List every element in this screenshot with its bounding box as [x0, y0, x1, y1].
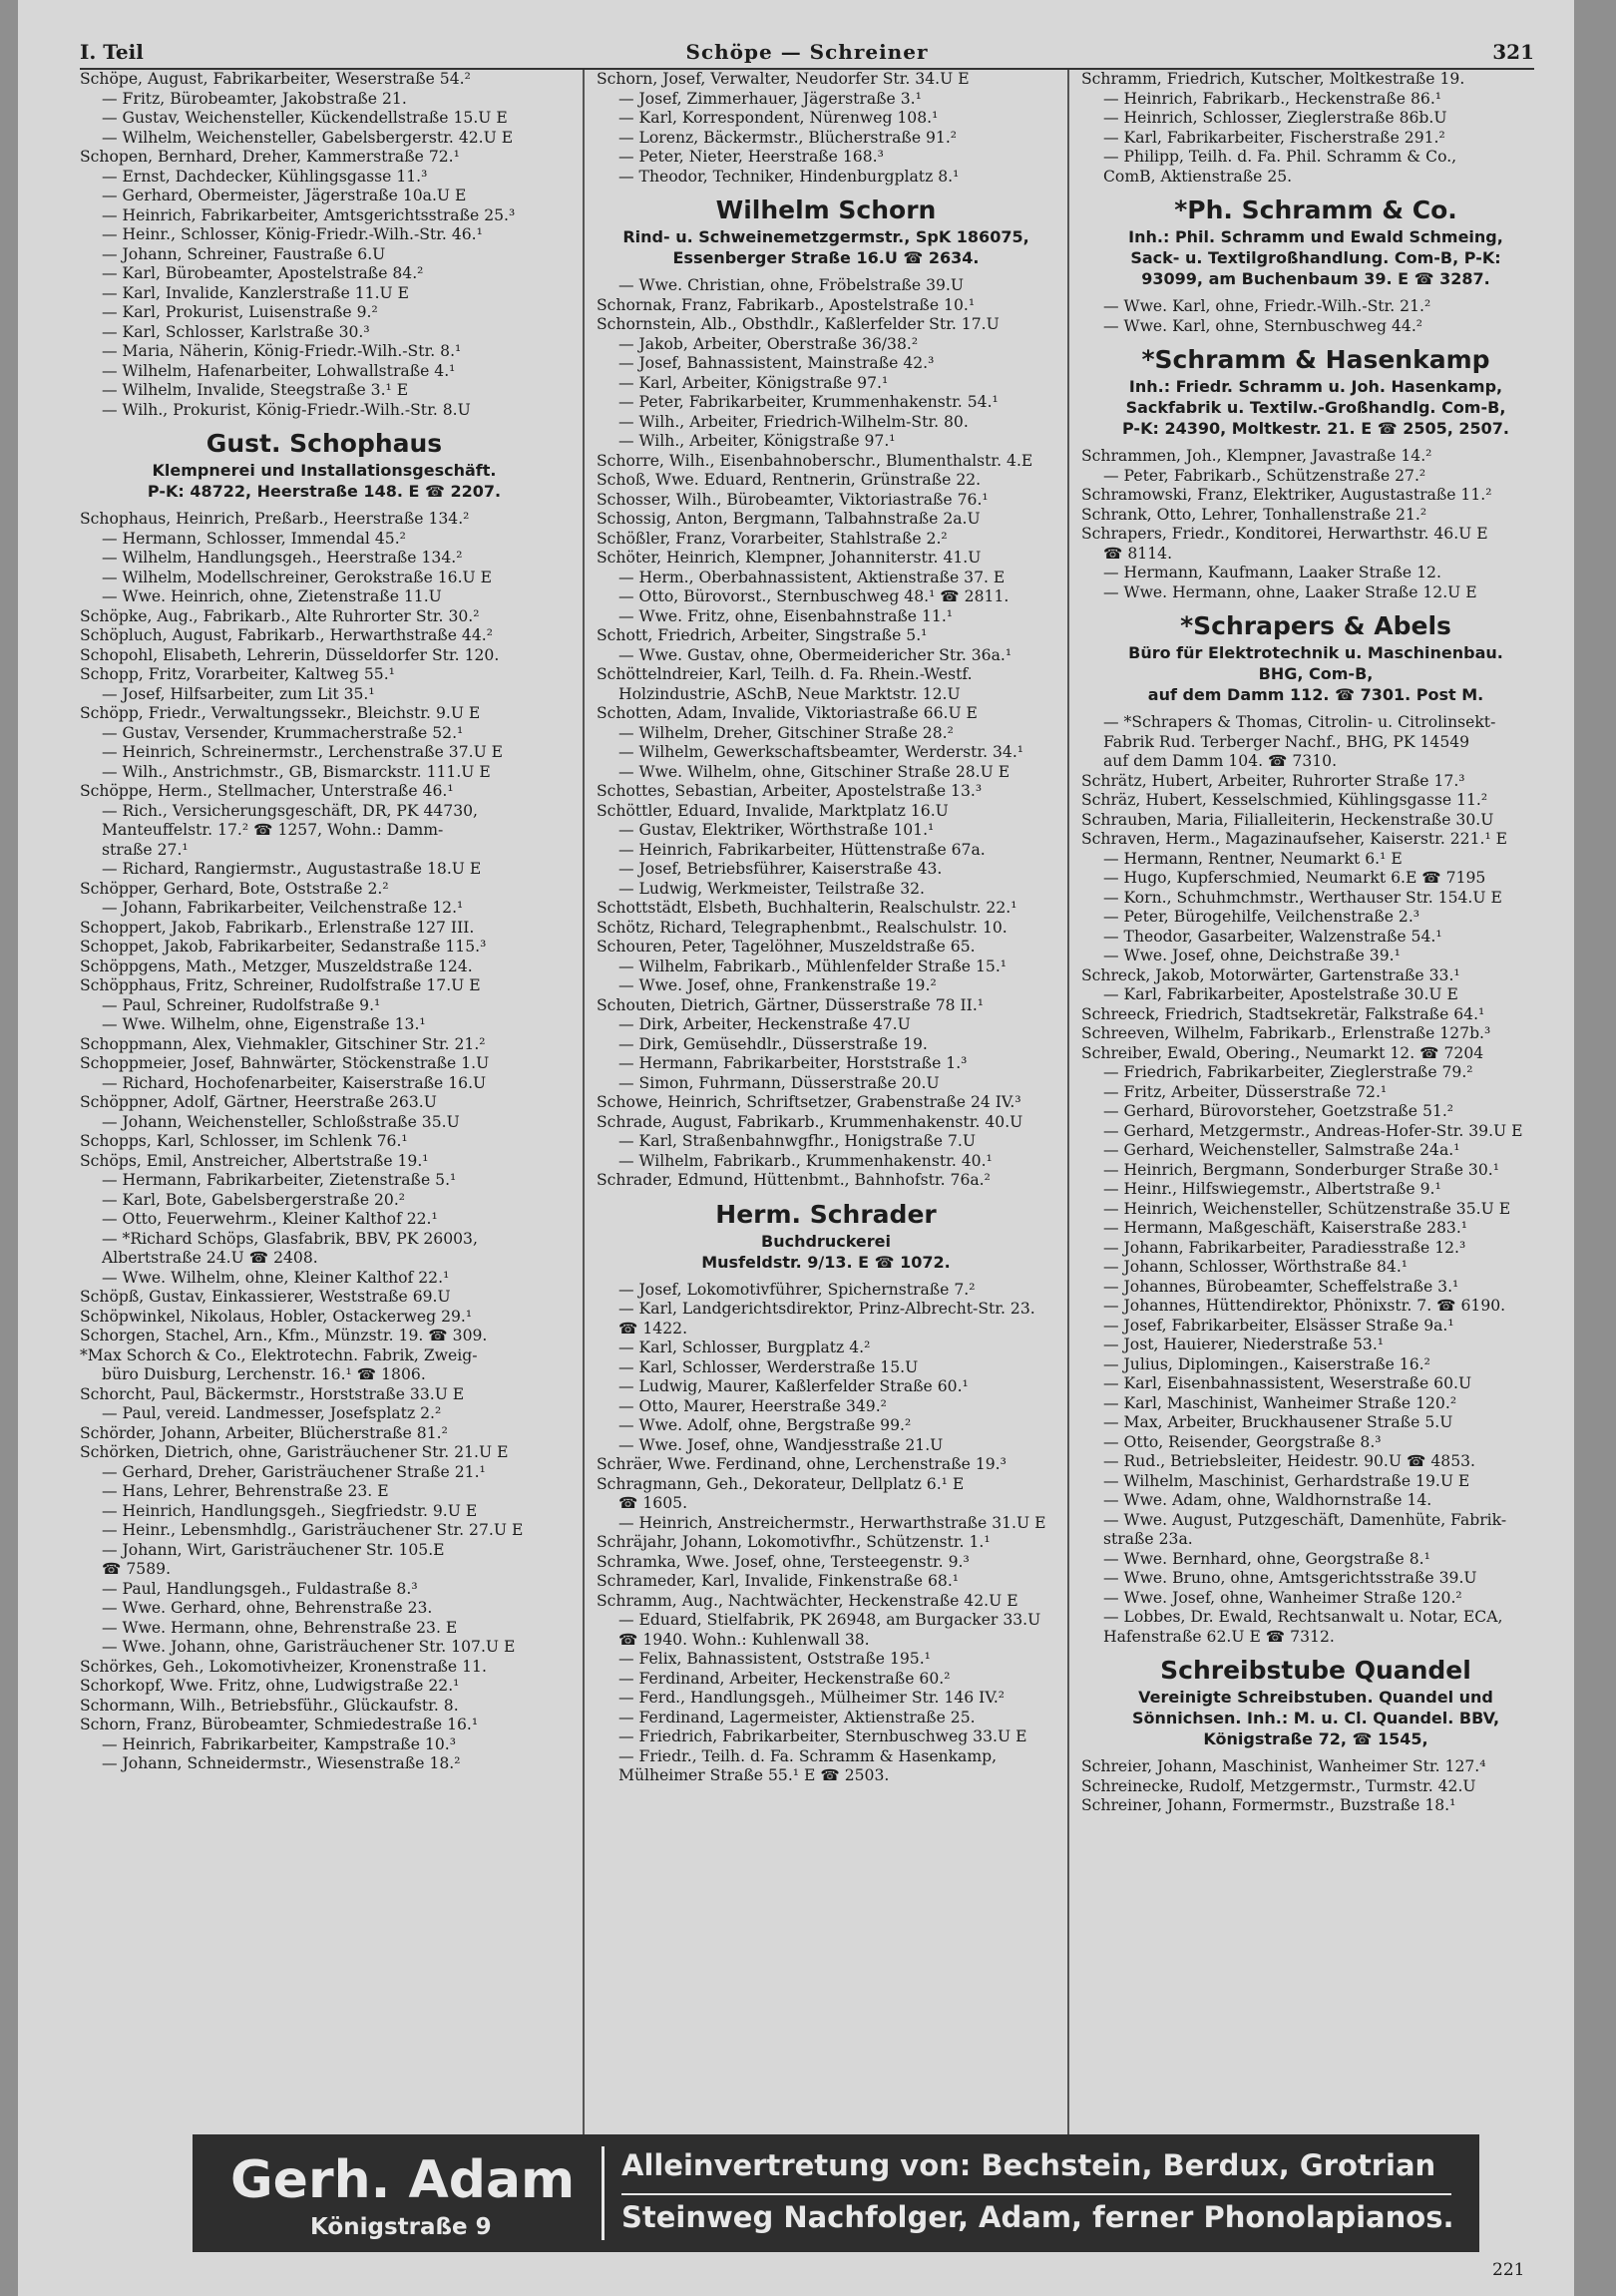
directory-entry: Schramka, Wwe. Josef, ohne, Tersteegenstr. 9.³	[597, 1552, 970, 1571]
directory-entry: Schrapers, Friedr., Konditorei, Herwarthstr. 46.U E	[1081, 525, 1488, 543]
directory-entry: Schreier, Johann, Maschinist, Wanheimer Str. 127.⁴	[1081, 1757, 1486, 1775]
directory-entry: Schorkopf, Wwe. Fritz, ohne, Ludwigstraße 22.¹	[80, 1677, 460, 1695]
directory-entry: — Heinrich, Fabrikarbeiter, Amtsgerichtsstraße 25.³	[102, 205, 516, 224]
banner-line-2: Steinweg Nachfolger, Adam, ferner Phonolapianos.	[621, 2200, 1454, 2234]
directory-entry: — Gerhard, Weichensteller, Salmstraße 24a.¹	[1103, 1141, 1460, 1159]
directory-entry: — Friedrich, Fabrikarbeiter, Sternbuschweg 33.U E	[618, 1727, 1027, 1745]
directory-entry: — Heinrich, Weichensteller, Schützenstraße 35.U E	[1103, 1199, 1511, 1218]
directory-page	[18, 0, 1574, 2296]
directory-entry: ☎ 8114.	[1103, 544, 1173, 563]
ad-line: Klempnerei und Installationsgeschäft.	[152, 461, 497, 480]
directory-entry: Schoß, Wwe. Eduard, Rentnerin, Grünstraße 22.	[597, 471, 982, 489]
directory-entry: — Josef, Hilfsarbeiter, zum Lit 35.¹	[102, 684, 375, 703]
ad-title: *Schrapers & Abels	[1180, 611, 1451, 640]
ad-title: Herm. Schrader	[715, 1199, 937, 1229]
ad-line: Vereinigte Schreibstuben. Quandel und	[1138, 1688, 1493, 1707]
directory-entry: — Korn., Schuhmchmstr., Werthauser Str. 154.U E	[1103, 888, 1502, 907]
directory-entry: — Heinrich, Fabrikarbeiter, Hüttenstraße 67a.	[618, 840, 986, 859]
directory-entry: — Karl, Fabrikarbeiter, Fischerstraße 291.²	[1103, 128, 1445, 147]
page-number: 321	[1492, 40, 1534, 64]
directory-entry: Albertstraße 24.U ☎ 2408.	[102, 1249, 318, 1267]
directory-entry: — Herm., Oberbahnassistent, Aktienstraße 37. E	[618, 568, 1006, 586]
directory-entry: — Johann, Schlosser, Wörthstraße 84.¹	[1103, 1258, 1409, 1276]
directory-entry: — Ferd., Handlungsgeh., Mülheimer Str. 146 IV.²	[618, 1689, 1006, 1707]
directory-entry: — Fritz, Arbeiter, Düsserstraße 72.¹	[1103, 1082, 1388, 1101]
banner-rule	[621, 2193, 1451, 2195]
directory-entry: Schöttelndreier, Karl, Teilh. d. Fa. Rhein.-Westf.	[597, 665, 973, 683]
directory-entry: — Gerhard, Bürovorsteher, Goetzstraße 51.²	[1103, 1102, 1454, 1120]
directory-entry: — Eduard, Stielfabrik, PK 26948, am Burgacker 33.U	[618, 1611, 1041, 1629]
directory-entry: — Wwe. Adolf, ohne, Bergstraße 99.²	[618, 1416, 912, 1434]
directory-entry: Schossig, Anton, Bergmann, Talbahnstraße 2a.U	[597, 510, 981, 528]
column-2	[597, 70, 1055, 2149]
display-ad	[80, 428, 569, 502]
directory-entry: — Wwe. Wilhelm, ohne, Eigenstraße 13.¹	[102, 1015, 426, 1033]
directory-entry: — Gustav, Versender, Krummacherstraße 52.¹	[102, 723, 464, 742]
directory-entry: — Karl, Bote, Gabelsbergerstraße 20.²	[102, 1190, 406, 1209]
column-1	[80, 70, 569, 2149]
directory-entry: — Rich., Versicherungsgeschäft, DR, PK 44730,	[102, 801, 479, 820]
ad-title: Gust. Schophaus	[205, 429, 443, 458]
directory-entry: — Josef, Lokomotivführer, Spichernstraße 7.²	[618, 1280, 976, 1299]
directory-entry: — Paul, Handlungsgeh., Fuldastraße 8.³	[102, 1579, 418, 1598]
header-range: Schöpe — Schreiner	[685, 40, 929, 64]
directory-entry: — Johann, Fabrikarbeiter, Veilchenstraße 12.¹	[102, 899, 464, 917]
directory-entry: — Karl, Fabrikarbeiter, Apostelstraße 30.U E	[1103, 985, 1458, 1003]
directory-entry: Schreeck, Friedrich, Stadtsekretär, Falkstraße 64.¹	[1081, 1004, 1485, 1023]
directory-entry: Schräjahr, Johann, Lokomotivfhr., Schützenstr. 1.¹	[597, 1533, 991, 1551]
column-divider	[583, 70, 585, 2144]
directory-entry: — Max, Arbeiter, Bruckhausener Straße 5.U	[1103, 1413, 1453, 1431]
directory-entry: Schopp, Fritz, Vorarbeiter, Kaltweg 55.¹	[80, 665, 395, 683]
directory-entry: Fabrik Rud. Terberger Nachf., BHG, PK 14549	[1103, 732, 1470, 751]
directory-entry: — Karl, Maschinist, Wanheimer Straße 120.²	[1103, 1393, 1457, 1412]
directory-entry: — Ludwig, Maurer, Kaßlerfelder Straße 60.¹	[618, 1377, 969, 1395]
directory-entry: Schöpwinkel, Nikolaus, Hobler, Ostackerweg 29.¹	[80, 1307, 473, 1326]
directory-entry: Schrauben, Maria, Filialleiterin, Heckenstraße 30.U	[1081, 810, 1494, 829]
directory-entry: — Johann, Weichensteller, Schloßstraße 35.U	[102, 1112, 460, 1131]
directory-entry: — Ludwig, Werkmeister, Teilstraße 32.	[618, 879, 926, 898]
directory-entry: — Heinrich, Anstreichermstr., Herwarthstraße 31.U E	[618, 1513, 1046, 1532]
directory-entry: — Gustav, Elektriker, Wörthstraße 101.¹	[618, 821, 935, 839]
directory-entry: Schramowski, Franz, Elektriker, Augustastraße 11.²	[1081, 486, 1492, 504]
directory-entry: — Karl, Invalide, Kanzlerstraße 11.U E	[102, 283, 410, 302]
directory-entry: Schreck, Jakob, Motorwärter, Gartenstraße 33.¹	[1081, 965, 1460, 984]
directory-entry: — Wilhelm, Maschinist, Gerhardstraße 19.U E	[1103, 1471, 1470, 1490]
ad-line: Buchdruckerei	[761, 1231, 891, 1251]
directory-entry: Schöttler, Eduard, Invalide, Marktplatz 16.U	[597, 801, 949, 820]
directory-entry: — Heinrich, Fabrikarbeiter, Kampstraße 10.³	[102, 1734, 456, 1753]
directory-entry: — Wilhelm, Gewerkschaftsbeamter, Werderstr. 34.¹	[618, 743, 1024, 761]
directory-entry: Schrätz, Hubert, Arbeiter, Ruhrorter Straße 17.³	[1081, 771, 1465, 790]
directory-entry: Schräer, Wwe. Ferdinand, ohne, Lerchenstraße 19.³	[597, 1455, 1007, 1473]
directory-entry: — Hermann, Rentner, Neumarkt 6.¹ E	[1103, 849, 1403, 868]
directory-entry: — Wwe. Gustav, ohne, Obermeidericher Str. 36a.¹	[618, 645, 1012, 664]
directory-entry: Schramm, Aug., Nachtwächter, Heckenstraße 42.U E	[597, 1591, 1018, 1610]
directory-entry: Schrameder, Karl, Invalide, Finkenstraße 68.¹	[597, 1572, 960, 1590]
directory-entry: — Heinr., Hilfswiegemstr., Albertstraße 9.¹	[1103, 1180, 1441, 1198]
directory-entry: Schöpluch, August, Fabrikarb., Herwarthstraße 44.²	[80, 626, 493, 644]
directory-entry: straße 23a.	[1103, 1530, 1193, 1548]
directory-entry: ☎ 1940. Wohn.: Kuhlenwall 38.	[618, 1630, 870, 1649]
directory-entry: — Lobbes, Dr. Ewald, Rechtsanwalt u. Notar, ECA,	[1103, 1608, 1503, 1626]
directory-entry: — Wwe. Gerhard, ohne, Behrenstraße 23.	[102, 1599, 433, 1617]
header-section: I. Teil	[80, 40, 144, 64]
directory-entry: — Wwe. Johann, ohne, Garisträuchener Str. 107.U E	[102, 1638, 516, 1656]
directory-entry: Schoppmann, Alex, Viehmakler, Gitschiner Str. 21.²	[80, 1034, 486, 1053]
directory-entry: — Peter, Fabrikarbeiter, Krummenhakenstr. 54.¹	[618, 393, 999, 411]
directory-entry: Schöter, Heinrich, Klempner, Johanniterstr. 41.U	[597, 549, 982, 567]
directory-entry: — Wwe. Hermann, ohne, Laaker Straße 12.U E	[1103, 582, 1477, 601]
directory-entry: — Philipp, Teilh. d. Fa. Phil. Schramm & Co.,	[1103, 148, 1457, 166]
directory-entry: Schörken, Dietrich, ohne, Garisträuchener Str. 21.U E	[80, 1443, 509, 1461]
directory-entry: — Wwe. Christian, ohne, Fröbelstraße 39.U	[618, 276, 965, 294]
ad-line: 93099, am Buchenbaum 39. E ☎ 3287.	[1141, 269, 1490, 288]
directory-entry: Schosser, Wilh., Bürobeamter, Viktoriastraße 76.¹	[597, 490, 989, 509]
directory-entry: Schöpp, Friedr., Verwaltungssekr., Bleichstr. 9.U E	[80, 704, 481, 722]
directory-entry: Schorn, Franz, Bürobeamter, Schmiedestraße 16.¹	[80, 1716, 479, 1733]
directory-entry: — Gerhard, Dreher, Garisträuchener Straße 21.¹	[102, 1462, 486, 1481]
directory-entry: Schormann, Wilh., Betriebsführ., Glückaufstr. 8.	[80, 1696, 459, 1715]
directory-entry: — Lorenz, Bäckermstr., Blücherstraße 91.²	[618, 128, 958, 147]
directory-entry: — *Richard Schöps, Glasfabrik, BBV, PK 26003,	[102, 1229, 478, 1248]
directory-entry: Schott, Friedrich, Arbeiter, Singstraße 5.¹	[597, 626, 928, 644]
directory-entry: Schöpper, Gerhard, Bote, Oststraße 2.²	[80, 879, 389, 898]
directory-entry: — *Schrapers & Thomas, Citrolin- u. Citrolinsekt-	[1103, 713, 1496, 731]
ad-line: Sackfabrik u. Textilw.-Großhandlg. Com-B,	[1125, 398, 1506, 417]
advertiser-name: Gerh. Adam	[230, 2150, 576, 2210]
directory-entry: — Otto, Reisender, Georgstraße 8.³	[1103, 1432, 1382, 1451]
directory-entry: büro Duisburg, Lerchenstr. 16.¹ ☎ 1806.	[102, 1365, 426, 1383]
ad-line: Sack- u. Textilgroßhandlung. Com-B, P-K:	[1130, 248, 1501, 267]
directory-entry: Mülheimer Straße 55.¹ E ☎ 2503.	[618, 1766, 890, 1784]
directory-entry: — Jakob, Arbeiter, Oberstraße 36/38.²	[618, 334, 919, 353]
directory-entry: — Wilhelm, Handlungsgeh., Heerstraße 134.²	[102, 549, 463, 567]
directory-entry: Schouren, Peter, Tagelöhner, Muszeldstraße 65.	[597, 938, 976, 956]
directory-entry: — Wwe. Fritz, ohne, Eisenbahnstraße 11.¹	[618, 606, 954, 625]
directory-entry: — Felix, Bahnassistent, Oststraße 195.¹	[618, 1650, 931, 1668]
ad-line: BHG, Com-B,	[1258, 664, 1374, 683]
banner-divider	[602, 2146, 605, 2240]
directory-entry: — Heinrich, Schreinermstr., Lerchenstraße 37.U E	[102, 743, 504, 761]
directory-entry: Schreiber, Ewald, Obering., Neumarkt 12. ☎ 7204	[1081, 1043, 1484, 1062]
directory-entry: ☎ 1422.	[618, 1319, 688, 1338]
directory-entry: — Johannes, Hüttendirektor, Phönixstr. 7. ☎ 6190.	[1103, 1297, 1506, 1315]
ad-title: *Schramm & Hasenkamp	[1141, 345, 1490, 374]
directory-entry: Schöpß, Gustav, Einkassierer, Weststraße 69.U	[80, 1288, 451, 1306]
directory-entry: Schöps, Emil, Anstreicher, Albertstraße 19.¹	[80, 1151, 429, 1170]
advertiser-address: Königstraße 9	[310, 2214, 492, 2240]
directory-entry: Schrade, August, Fabrikarb., Krummenhakenstr. 40.U	[597, 1112, 1023, 1131]
directory-entry: Schornak, Franz, Fabrikarb., Apostelstraße 10.¹	[597, 295, 976, 314]
directory-entry: Schöppner, Adolf, Gärtner, Heerstraße 263.U	[80, 1093, 437, 1111]
advertisement-banner	[193, 2134, 1479, 2252]
directory-entry: Schräz, Hubert, Kesselschmied, Kühlingsgasse 11.²	[1081, 791, 1488, 809]
directory-entry: — Karl, Eisenbahnassistent, Weserstraße 60.U	[1103, 1374, 1472, 1392]
directory-entry: — Wilh., Prokurist, König-Friedr.-Wilh.-Str. 8.U	[102, 400, 471, 419]
directory-entry: Schreinecke, Rudolf, Metzgermstr., Turmstr. 42.U	[1081, 1776, 1476, 1795]
directory-entry: — Wilh., Arbeiter, Friedrich-Wilhelm-Str. 80.	[618, 412, 969, 431]
directory-entry: — Wwe. Josef, ohne, Wanheimer Straße 120.²	[1103, 1588, 1462, 1607]
directory-entry: — Wwe. Bruno, ohne, Amtsgerichtsstraße 39.U	[1103, 1569, 1477, 1587]
directory-entry: Schötz, Richard, Telegraphenbmt., Realschulstr. 10.	[597, 918, 1008, 937]
directory-entry: — Wilhelm, Hafenarbeiter, Lohwallstraße 4.¹	[102, 361, 456, 380]
directory-entry: — Hermann, Schlosser, Immendal 45.²	[102, 529, 406, 548]
directory-entry: — Heinrich, Fabrikarb., Heckenstraße 86.¹	[1103, 89, 1442, 108]
directory-entry: Schorre, Wilh., Eisenbahnoberschr., Blumenthalstr. 4.E	[597, 451, 1033, 470]
ad-line: Büro für Elektrotechnik u. Maschinenbau.	[1128, 643, 1503, 662]
ad-line: Musfeldstr. 9/13. E ☎ 1072.	[701, 1252, 951, 1272]
directory-entry: — Wilhelm, Weichensteller, Gabelsbergerstr. 42.U E	[102, 128, 514, 147]
directory-entry: Schörkes, Geh., Lokomotivheizer, Kronenstraße 11.	[80, 1657, 487, 1676]
directory-entry: Schrammen, Joh., Klempner, Javastraße 14.²	[1081, 447, 1432, 465]
directory-entry: — Hermann, Kaufmann, Laaker Straße 12.	[1103, 564, 1441, 581]
directory-entry: — Johann, Wirt, Garisträuchener Str. 105.E	[102, 1540, 445, 1559]
directory-entry: Schopps, Karl, Schlosser, im Schlenk 76.¹	[80, 1132, 408, 1150]
directory-entry: Schöppe, Herm., Stellmacher, Unterstraße 46.¹	[80, 782, 454, 800]
directory-entry: — Johann, Schneidermstr., Wiesenstraße 18.²	[102, 1754, 461, 1772]
directory-entry: — Karl, Korrespondent, Nürenweg 108.¹	[618, 109, 939, 127]
directory-entry: — Ernst, Dachdecker, Kühlingsgasse 11.³	[102, 167, 428, 186]
directory-entry: — Ferdinand, Arbeiter, Heckenstraße 60.²	[618, 1669, 951, 1688]
directory-entry: — Wilh., Anstrichmstr., GB, Bismarckstr. 111.U E	[102, 762, 491, 781]
ad-line: Inh.: Friedr. Schramm u. Joh. Hasenkamp,	[1128, 377, 1503, 396]
directory-entry: Schrank, Otto, Lehrer, Tonhallenstraße 21.²	[1081, 505, 1427, 524]
ad-line: Essenberger Straße 16.U ☎ 2634.	[672, 248, 980, 267]
column-3	[1081, 70, 1550, 2149]
directory-entry: — Heinrich, Bergmann, Sonderburger Straße 30.¹	[1103, 1160, 1499, 1179]
directory-entry: Schophaus, Heinrich, Preßarb., Heerstraße 134.²	[80, 510, 470, 528]
directory-entry: — Wwe. Wilhelm, ohne, Gitschiner Straße 28.U E	[618, 762, 1010, 781]
directory-entry: Schöpphaus, Fritz, Schreiner, Rudolfstraße 17.U E	[80, 976, 481, 994]
directory-entry: — Karl, Bürobeamter, Apostelstraße 84.²	[102, 264, 424, 282]
directory-entry: Schreeven, Wilhelm, Fabrikarb., Erlenstraße 127b.³	[1081, 1024, 1491, 1042]
directory-entry: — Paul, Schreiner, Rudolfstraße 9.¹	[102, 995, 381, 1014]
directory-entry: — Friedrich, Fabrikarbeiter, Zieglerstraße 79.²	[1103, 1063, 1473, 1081]
directory-entry: — Peter, Bürogehilfe, Veilchenstraße 2.³	[1103, 908, 1420, 926]
directory-entry: Schorgen, Stachel, Arn., Kfm., Münzstr. 19. ☎ 309.	[80, 1327, 488, 1344]
directory-entry: — Gustav, Weichensteller, Kückendellstraße 15.U E	[102, 109, 508, 127]
directory-entry: Schoppet, Jakob, Fabrikarbeiter, Sedanstraße 115.³	[80, 938, 487, 956]
directory-entry: — Heinrich, Handlungsgeh., Siegfriedstr. 9.U E	[102, 1501, 478, 1520]
directory-entry: — Johann, Fabrikarbeiter, Paradiesstraße 12.³	[1103, 1238, 1466, 1257]
ad-line: Rind- u. Schweinemetzgermstr., SpK 186075,	[622, 227, 1029, 246]
ad-line: P-K: 48722, Heerstraße 148. E ☎ 2207.	[147, 482, 502, 501]
directory-entry: Schöpke, Aug., Fabrikarb., Alte Ruhrorter Str. 30.²	[80, 606, 480, 625]
directory-entry: ☎ 1605.	[618, 1494, 688, 1512]
directory-entry: — Wwe. Wilhelm, ohne, Kleiner Kalthof 22.¹	[102, 1268, 450, 1287]
directory-entry: Schottes, Sebastian, Arbeiter, Apostelstraße 13.³	[597, 782, 983, 800]
directory-entry: — Paul, vereid. Landmesser, Josefsplatz 2.²	[102, 1404, 442, 1422]
directory-entry: — Hermann, Fabrikarbeiter, Zietenstraße 5.¹	[102, 1171, 457, 1189]
display-ad	[1081, 610, 1550, 705]
directory-entry: Schotten, Adam, Invalide, Viktoriastraße 66.U E	[597, 704, 978, 722]
directory-entry: — Karl, Arbeiter, Königstraße 97.¹	[618, 373, 889, 392]
directory-entry: — Wilhelm, Fabrikarb., Mühlenfelder Straße 15.¹	[618, 957, 1008, 975]
directory-entry: — Johann, Schreiner, Faustraße 6.U	[102, 244, 386, 263]
display-ad	[1081, 1655, 1550, 1749]
directory-entry: straße 27.¹	[102, 840, 189, 859]
directory-entry: — Hans, Lehrer, Behrenstraße 23. E	[102, 1482, 389, 1500]
directory-entry: — Richard, Hochofenarbeiter, Kaiserstraße 16.U	[102, 1073, 487, 1092]
directory-entry: Schraven, Herm., Magazinaufseher, Kaiserstr. 221.¹ E	[1081, 830, 1508, 848]
directory-entry: Schottstädt, Elsbeth, Buchhalterin, Realschulstr. 22.¹	[597, 899, 1017, 917]
directory-entry: — Friedr., Teilh. d. Fa. Schramm & Hasenkamp,	[618, 1746, 998, 1765]
directory-entry: ComB, Aktienstraße 25.	[1103, 167, 1293, 186]
directory-entry: Schöpe, August, Fabrikarbeiter, Weserstraße 54.²	[80, 70, 471, 88]
directory-entry: — Wwe. Josef, ohne, Frankenstraße 19.²	[618, 976, 937, 994]
directory-entry: Schragmann, Geh., Dekorateur, Dellplatz 6.¹ E	[597, 1474, 965, 1493]
ad-line: auf dem Damm 112. ☎ 7301. Post M.	[1147, 685, 1484, 704]
directory-entry: — Ferdinand, Lagermeister, Aktienstraße 25.	[618, 1708, 976, 1726]
directory-entry: — Karl, Landgerichtsdirektor, Prinz-Albrecht-Str. 23.	[618, 1300, 1035, 1318]
page-header	[80, 40, 1534, 66]
directory-entry: — Johannes, Bürobeamter, Scheffelstraße 3.¹	[1103, 1277, 1459, 1296]
ad-title: Schreibstube Quandel	[1160, 1656, 1471, 1685]
directory-entry: — Jost, Hauierer, Niederstraße 53.¹	[1103, 1336, 1385, 1353]
directory-entry: — Karl, Schlosser, Burgplatz 4.²	[618, 1339, 871, 1356]
ad-line: Königstraße 72, ☎ 1545,	[1203, 1729, 1428, 1748]
directory-entry: — Wilhelm, Fabrikarb., Krummenhakenstr. 40.¹	[618, 1151, 993, 1170]
directory-entry: auf dem Damm 104. ☎ 7310.	[1103, 752, 1338, 770]
ad-title: *Ph. Schramm & Co.	[1174, 195, 1457, 224]
display-ad	[1081, 344, 1550, 439]
directory-entry: — Wwe. Heinrich, ohne, Zietenstraße 11.U	[102, 587, 442, 605]
directory-entry: Schoppmeier, Josef, Bahnwärter, Stöckenstraße 1.U	[80, 1054, 490, 1072]
directory-entry: Holzindustrie, ASchB, Neue Marktstr. 12.U	[618, 684, 961, 703]
directory-entry: — Wwe. Josef, ohne, Deichstraße 39.¹	[1103, 947, 1401, 964]
directory-entry: — Wwe. Karl, ohne, Sternbuschweg 44.²	[1103, 316, 1423, 335]
directory-entry: — Simon, Fuhrmann, Düsserstraße 20.U	[618, 1073, 940, 1092]
directory-entry: — Peter, Fabrikarb., Schützenstraße 27.²	[1103, 466, 1426, 485]
ad-line: Sönnichsen. Inh.: M. u. Cl. Quandel. BBV,	[1131, 1709, 1500, 1727]
directory-entry: — Wilhelm, Dreher, Gitschiner Straße 28.²	[618, 723, 954, 742]
directory-entry: Schramm, Friedrich, Kutscher, Moltkestraße 19.	[1081, 70, 1465, 88]
directory-entry: — Heinrich, Schlosser, Zieglerstraße 86b.U	[1103, 109, 1447, 127]
directory-entry: — Wwe. August, Putzgeschäft, Damenhüte, Fabrik-	[1103, 1510, 1507, 1529]
ad-line: Inh.: Phil. Schramm und Ewald Schmeing,	[1128, 227, 1503, 246]
directory-entry: — Wwe. Karl, ohne, Friedr.-Wilh.-Str. 21.²	[1103, 297, 1431, 315]
directory-entry: Schouten, Dietrich, Gärtner, Düsserstraße 78 II.¹	[597, 995, 985, 1014]
directory-entry: Schornstein, Alb., Obsthdlr., Kaßlerfelder Str. 17.U	[597, 315, 1000, 333]
directory-entry: — Karl, Schlosser, Karlstraße 30.³	[102, 322, 370, 341]
directory-entry: — Gerhard, Obermeister, Jägerstraße 10a.U E	[102, 187, 467, 204]
directory-entry: Schörder, Johann, Arbeiter, Blücherstraße 81.²	[80, 1423, 448, 1442]
directory-entry: — Wwe. Hermann, ohne, Behrenstraße 23. E	[102, 1618, 458, 1637]
directory-entry: Manteuffelstr. 17.² ☎ 1257, Wohn.: Damm-	[102, 821, 444, 839]
directory-entry: — Julius, Diplomingen., Kaiserstraße 16.²	[1103, 1354, 1430, 1373]
directory-entry: — Josef, Fabrikarbeiter, Elsässer Straße 9a.¹	[1103, 1316, 1454, 1335]
directory-entry: — Dirk, Gemüsehdlr., Düsserstraße 19.	[618, 1034, 928, 1053]
display-ad	[1081, 194, 1550, 289]
directory-entry: — Otto, Feuerwehrm., Kleiner Kalthof 22.¹	[102, 1210, 438, 1228]
directory-entry: — Theodor, Techniker, Hindenburgplatz 8.¹	[618, 167, 960, 186]
directory-entry: *Max Schorch & Co., Elektrotechn. Fabrik, Zweig-	[80, 1345, 478, 1364]
ad-line: P-K: 24390, Moltkestr. 21. E ☎ 2505, 2507.	[1121, 419, 1509, 438]
directory-entry: — Maria, Näherin, König-Friedr.-Wilh.-Str. 8.¹	[102, 342, 462, 360]
directory-entry: — Heinr., Schlosser, König-Friedr.-Wilh.-Str. 46.¹	[102, 225, 483, 243]
footer-mark: 221	[1492, 2260, 1525, 2280]
directory-entry: Schorcht, Paul, Bäckermstr., Horststraße 33.U E	[80, 1384, 465, 1403]
directory-entry: — Josef, Zimmerhauer, Jägerstraße 3.¹	[618, 89, 922, 108]
directory-entry: Schorn, Josef, Verwalter, Neudorfer Str. 34.U E	[597, 70, 970, 88]
directory-entry: — Wilh., Arbeiter, Königstraße 97.¹	[618, 432, 896, 450]
directory-entry: Schowe, Heinrich, Schriftsetzer, Grabenstraße 24 IV.³	[597, 1093, 1021, 1111]
directory-entry: Schößler, Franz, Vorarbeiter, Stahlstraße 2.²	[597, 529, 948, 548]
directory-entry: — Gerhard, Metzgermstr., Andreas-Hofer-Str. 39.U E	[1103, 1121, 1523, 1140]
ad-title: Wilhelm Schorn	[715, 195, 937, 224]
directory-entry: — Fritz, Bürobeamter, Jakobstraße 21.	[102, 89, 407, 108]
directory-entry: — Theodor, Gasarbeiter, Walzenstraße 54.¹	[1103, 927, 1442, 946]
directory-entry: — Wwe. Bernhard, ohne, Georgstraße 8.¹	[1103, 1549, 1430, 1568]
directory-entry: Schoppert, Jakob, Fabrikarb., Erlenstraße 127 III.	[80, 918, 475, 937]
banner-line-1: Alleinvertretung von: Bechstein, Berdux, Grotrian	[621, 2148, 1436, 2182]
directory-entry: — Otto, Bürovorst., Sternbuschweg 48.¹ ☎ 2811.	[618, 587, 1010, 605]
directory-entry: — Richard, Rangiermstr., Augustastraße 18.U E	[102, 860, 482, 878]
directory-entry: — Hugo, Kupferschmied, Neumarkt 6.E ☎ 7195	[1103, 869, 1486, 887]
directory-entry: — Rud., Betriebsleiter, Heidestr. 90.U ☎ 4853.	[1103, 1452, 1476, 1470]
directory-entry: — Hermann, Maßgeschäft, Kaiserstraße 283.¹	[1103, 1219, 1468, 1237]
directory-entry: — Wwe. Josef, ohne, Wandjesstraße 21.U	[618, 1435, 944, 1454]
directory-entry: ☎ 7589.	[102, 1560, 172, 1578]
display-ad	[597, 1199, 1055, 1273]
directory-entry: Schrader, Edmund, Hüttenbmt., Bahnhofstr. 76a.²	[597, 1171, 991, 1189]
directory-entry: — Hermann, Fabrikarbeiter, Horststraße 1.³	[618, 1054, 968, 1072]
directory-entry: — Karl, Straßenbahnwgfhr., Honigstraße 7.U	[618, 1132, 977, 1150]
directory-entry: Schopohl, Elisabeth, Lehrerin, Düsseldorfer Str. 120.	[80, 645, 500, 664]
directory-entry: — Karl, Prokurist, Luisenstraße 9.²	[102, 303, 378, 321]
directory-entry: — Peter, Nieter, Heerstraße 168.³	[618, 148, 884, 166]
directory-entry: Schopen, Bernhard, Dreher, Kammerstraße 72.¹	[80, 148, 460, 166]
display-ad	[597, 194, 1055, 268]
directory-entry: Hafenstraße 62.U E ☎ 7312.	[1103, 1627, 1335, 1646]
column-divider	[1067, 70, 1069, 2144]
directory-entry: — Josef, Bahnassistent, Mainstraße 42.³	[618, 354, 935, 372]
directory-entry: — Josef, Betriebsführer, Kaiserstraße 43.	[618, 860, 943, 878]
directory-entry: — Dirk, Arbeiter, Heckenstraße 47.U	[618, 1015, 911, 1033]
directory-entry: — Wilhelm, Modellschreiner, Gerokstraße 16.U E	[102, 568, 493, 586]
directory-entry: — Heinr., Lebensmhdlg., Garisträuchener Str. 27.U E	[102, 1521, 524, 1539]
directory-entry: — Karl, Schlosser, Werderstraße 15.U	[618, 1357, 919, 1376]
directory-entry: — Wwe. Adam, ohne, Waldhornstraße 14.	[1103, 1491, 1432, 1509]
directory-entry: Schöppgens, Math., Metzger, Muszeldstraße 124.	[80, 957, 473, 975]
directory-entry: — Wilhelm, Invalide, Steegstraße 3.¹ E	[102, 381, 409, 399]
directory-entry: — Otto, Maurer, Heerstraße 349.²	[618, 1396, 887, 1415]
directory-entry: Schreiner, Johann, Formermstr., Buzstraße 18.¹	[1081, 1796, 1456, 1814]
